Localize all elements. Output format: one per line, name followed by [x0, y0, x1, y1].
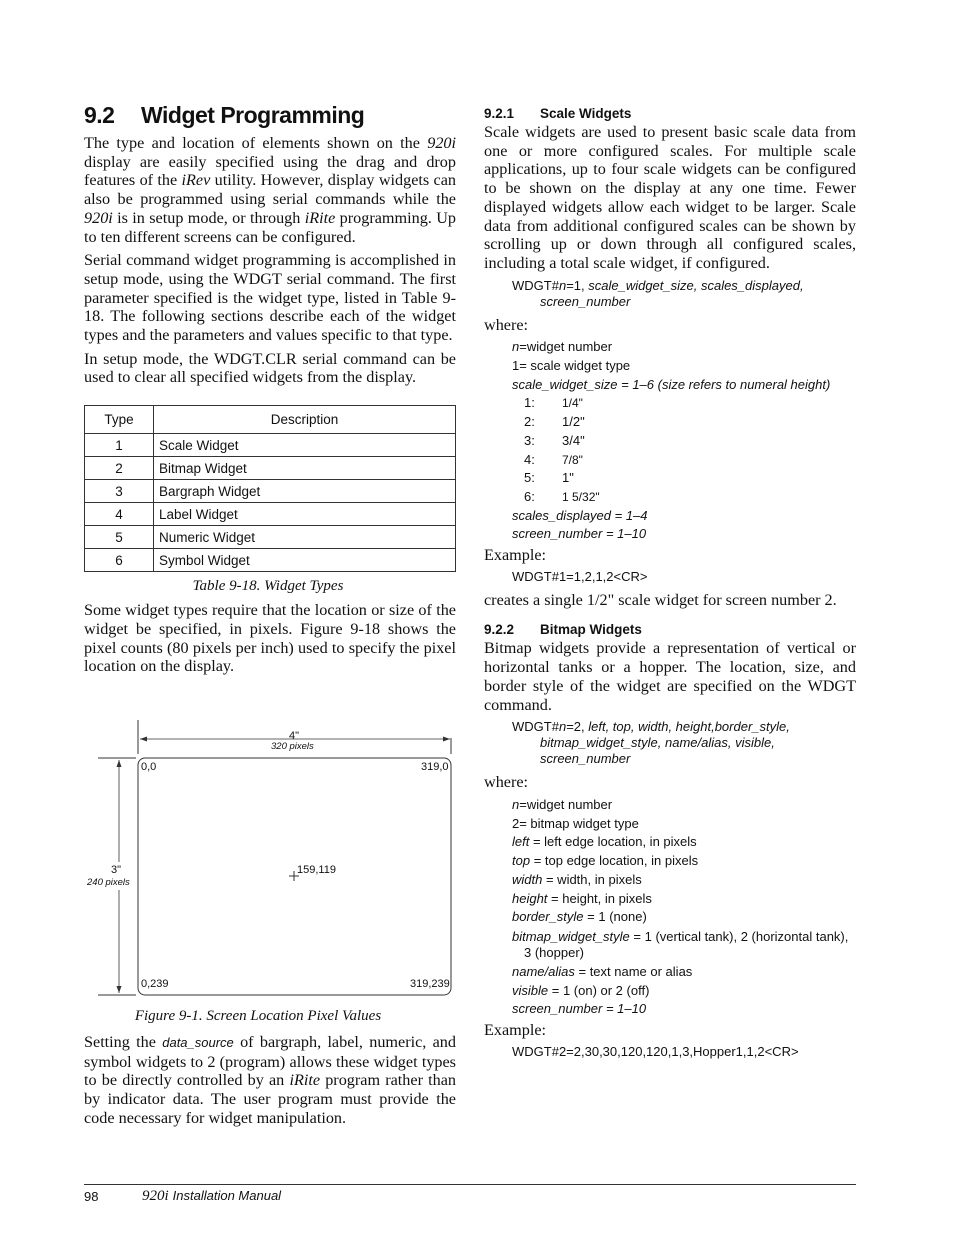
table-row	[85, 434, 456, 457]
corner-bottom-left-label: 0,239	[141, 978, 169, 990]
width-arrow-right	[443, 737, 450, 742]
height-pixels-label: 240 pixels	[87, 877, 130, 888]
figure-diagram	[84, 720, 456, 1005]
width-pixels-label: 320 pixels	[271, 741, 314, 752]
list-item: scale_widget_size = 1–6 (size refers to numeral height)	[512, 376, 831, 392]
scale-example-label: Example:	[484, 546, 547, 565]
bitmap-example-label: Example:	[484, 1021, 547, 1040]
section-title: Widget Programming	[141, 102, 365, 128]
bitmap-widgets-intro: Bitmap widgets provide a representation of vertical or horizontal tanks or a hopper. The location, size, and border style of the widget are specified on the WDGT command.	[484, 639, 856, 714]
list-item: 3: 3/4"	[524, 432, 585, 448]
width-arrow-left	[140, 737, 147, 742]
list-item: bitmap_widget_style = 1 (vertical tank), 2 (horizontal tank), 3 (hopper)	[512, 928, 849, 960]
table-cell-description: Bitmap Widget	[154, 457, 456, 480]
table-row	[85, 503, 456, 526]
list-item: n=widget number	[512, 339, 613, 355]
list-item: n=widget number	[512, 796, 613, 812]
scale-example-command: WDGT#1=1,2,1,2<CR>	[512, 568, 648, 584]
list-item: height = height, in pixels	[512, 890, 652, 906]
page-number: 98	[84, 1189, 99, 1204]
footer-product: 920i	[142, 1188, 169, 1204]
table-cell-type: 4	[85, 503, 154, 526]
scale-widgets-title: Scale Widgets	[540, 106, 632, 121]
table-header-description: Description	[154, 406, 456, 434]
scale-widget-command: WDGT#n=1, scale_widget_size, scales_displayed, screen_number	[512, 277, 804, 309]
bitmap-param-list	[484, 796, 856, 1019]
table-cell-description: Symbol Widget	[154, 549, 456, 572]
page-footer	[84, 1184, 856, 1204]
table-row	[85, 457, 456, 480]
section-heading	[84, 102, 456, 129]
table-row	[85, 526, 456, 549]
intro-paragraph: The type and location of elements shown on the 920i display are easily specified using the drag and drop features of the iRev utility. However, display widgets can also be programmed using serial commands while the 920i is in setup mode, or through iRite programming. Up to ten different screens can be configured.	[84, 134, 456, 246]
list-item: width = width, in pixels	[512, 871, 642, 887]
bitmap-widgets-title: Bitmap Widgets	[540, 622, 642, 638]
table-header-type: Type	[85, 406, 154, 434]
table-row	[85, 549, 456, 572]
bitmap-widgets-heading	[484, 622, 856, 637]
list-item: screen_number = 1–10	[512, 1001, 647, 1017]
table-cell-description: Numeric Widget	[154, 526, 456, 549]
height-arrow-bottom	[117, 986, 122, 993]
figure-caption: Figure 9-1. Screen Location Pixel Values	[134, 1008, 382, 1024]
pixel-paragraph: Some widget types require that the location or size of the widget be specified, in pixels. Figure 9-18 shows the pixel counts (80 pixels per inch) used to specify the pixel location on the display.	[84, 601, 456, 676]
list-item: scales_displayed = 1–4	[512, 507, 648, 523]
table-cell-type: 1	[85, 434, 154, 457]
list-item: top = top edge location, in pixels	[512, 853, 699, 869]
table-cell-description: Label Widget	[154, 503, 456, 526]
list-item: visible = 1 (on) or 2 (off)	[512, 982, 650, 998]
list-item: border_style = 1 (none)	[512, 909, 647, 925]
list-item: 5: 1"	[524, 470, 574, 486]
section-number: 9.2	[84, 102, 115, 128]
list-item: 6: 1 5/32"	[524, 488, 600, 504]
center-point-label: 159,119	[297, 864, 336, 876]
scale-widgets-intro: Scale widgets are used to present basic scale data from one or more configured scales. For multiple scale applications, up to four scale widgets can be configured to be shown on the display at any one time. Fewer displayed widgets allow each widget to be larger. Scale data from additional configured scales can be shown by scrolling up or down through all configured scales, including a total scale widget, if configured.	[484, 123, 856, 272]
bitmap-widgets-number: 9.2.2	[484, 622, 515, 638]
list-item: 4: 7/8"	[524, 451, 583, 467]
list-item: name/alias = text name or alias	[512, 963, 693, 979]
list-item: screen_number = 1–10	[512, 526, 647, 542]
left-column	[84, 102, 456, 676]
width-inches-label: 4"	[289, 730, 300, 742]
list-item: 1: 1/4"	[524, 395, 583, 411]
height-inches-label: 3"	[111, 864, 122, 876]
scale-param-list	[484, 338, 856, 544]
list-item: left = left edge location, in pixels	[512, 834, 697, 850]
screen-location-figure	[84, 720, 456, 1005]
clear-paragraph: In setup mode, the WDGT.CLR serial command can be used to clear all specified widgets from the display.	[84, 349, 456, 387]
list-item: 2: 1/2"	[524, 414, 585, 430]
table-cell-description: Scale Widget	[154, 434, 456, 457]
table-cell-type: 2	[85, 457, 154, 480]
scale-example-result: creates a single 1/2" scale widget for screen number 2.	[484, 590, 837, 609]
widget-types-table	[84, 405, 456, 572]
right-column	[484, 106, 856, 1060]
list-item: 2= bitmap widget type	[512, 815, 639, 831]
height-arrow-top	[117, 760, 122, 767]
bitmap-example-command: WDGT#2=2,30,30,120,120,1,3,Hopper1,1,2<CR>	[512, 1043, 799, 1059]
table-cell-description: Bargraph Widget	[154, 480, 456, 503]
table-header-row	[85, 406, 456, 434]
bitmap-widget-command: WDGT#n=2, left, top, width, height,border_style, bitmap_widget_style, name/alias, visible, screen_number	[512, 719, 790, 767]
table-row	[85, 480, 456, 503]
corner-bottom-right-label: 319,239	[410, 978, 450, 990]
scale-widgets-number: 9.2.1	[484, 106, 515, 121]
table-cell-type: 3	[85, 480, 154, 503]
data-source-paragraph: Setting the data_source of bargraph, label, numeric, and symbol widgets to 2 (program) allows these widget types to be directly controlled by an iRite program rather than by indicator data. The user program must provide the code necessary for widget manipulation.	[84, 1033, 457, 1127]
scale-widgets-heading	[484, 106, 856, 121]
table-caption: Table 9-18. Widget Types	[192, 578, 344, 595]
corner-top-left-label: 0,0	[141, 761, 157, 773]
scale-where-label: where:	[484, 315, 529, 334]
bitmap-where-label: where:	[484, 773, 529, 792]
serial-paragraph: Serial command widget programming is accomplished in setup mode, using the WDGT serial command. The first parameter specified is the widget type, listed in Table 9-18. The following sections describe each of the widget types and the parameters and values specific to that type.	[84, 251, 456, 345]
footer-manual: Installation Manual	[172, 1188, 282, 1203]
table-cell-type: 5	[85, 526, 154, 549]
corner-top-right-label: 319,0	[421, 761, 449, 773]
footer-title	[142, 1187, 281, 1205]
table-cell-type: 6	[85, 549, 154, 572]
list-item: 1= scale widget type	[512, 358, 631, 374]
data-source-block	[84, 1033, 456, 1128]
